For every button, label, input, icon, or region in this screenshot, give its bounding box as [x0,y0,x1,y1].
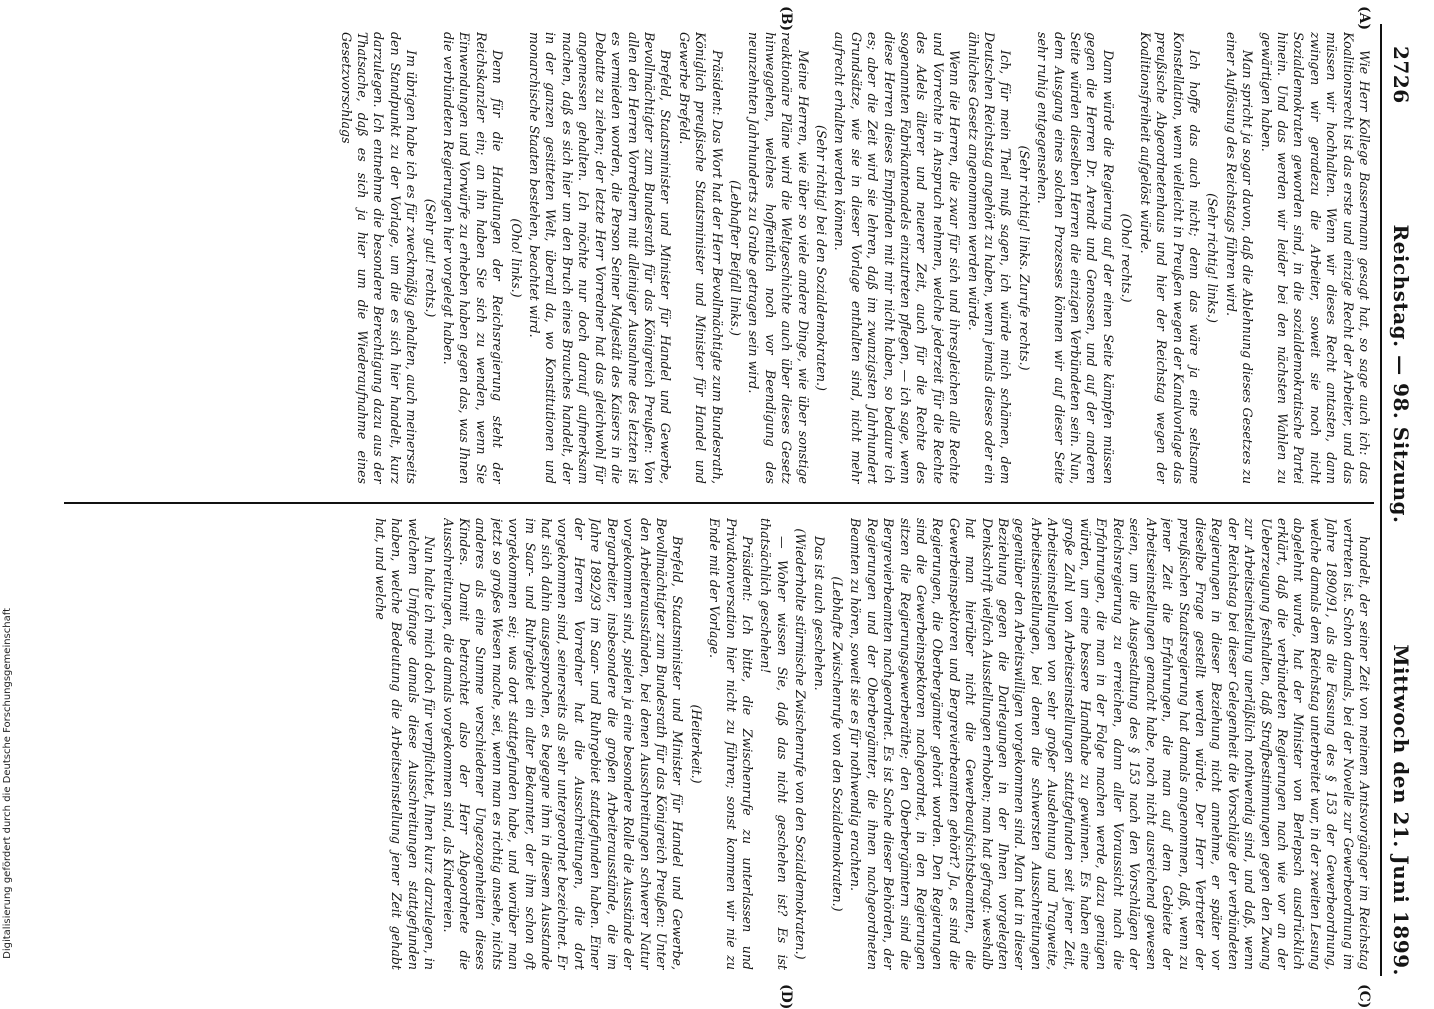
paragraph: Im übrigen habe ich es für zweckmäßig gehalten, auch meinerseits den Standpunkt zu der Vorlage, um die es sich hier handelt, kurz darzulegen. Ich entnehme die besondere Berechtigung dazu aus der Thatsache, daß es sich ja hier um die Wiederaufnahme eines Gesetzvorschlags [338,32,420,484]
page-title: Reichstag. — 98. Sitzung. [1389,224,1413,524]
column-divider [64,502,1374,504]
margin-marker-d: (D) [778,984,794,1009]
digitization-credit [0,0,20,1000]
page-header [1386,46,1416,976]
left-column [72,32,1372,484]
paragraph: Wie Herr Kollege Bassermann gesagt hat, so sage auch ich: das Koalitionsrecht ist das erste und einzige Recht der Arbeiter, und das müssen wir hochhalten. Wenn wir dieses Recht antasten, dann zwingen wir geradezu die Arbeiter, soweit sie noch nicht Sozialdemokraten geworden sind, in die sozialdemokratische Partei hinein. Und das werden wir leider bei den nächsten Wahlen zu gewärtigen haben. [1258,32,1372,484]
session-date: Mittwoch den 21. Juni 1899. [1389,644,1413,976]
page-number: 2726 [1389,46,1413,104]
paragraph: handelt, der seiner Zeit von meinem Amtsvorgänger im Reichstag vertreten ist. Schon damals, bei der Novelle zur Gewerbeordnung im Jahre 1890/91, als die Fassung des § 153 der Gewerbeordnung, welche damals dem Reichstag unterbreitet war, in der zweiten Lesung abgelehnt wurde, hat der Minister von Berlepsch ausdrücklich erklärt, daß die verbündeten Regierungen nach wie vor an der Ueberzeugung festhalten, daß Strafbestimmungen gegen den Zwang zur Arbeitseinstellung unerläßlich nothwendig sind, und daß, wenn der Reichstag bei dieser Gelegenheit die Vorschläge der verbündeten Regierungen in dieser Beziehung nicht annehme, er später vor dieselbe Frage gestellt werden würde. Der Herr Vertreter der preußischen Staatsregierung hat damals angenommen, daß, wenn zu jener Zeit die Erfahrungen, die man auf dem Gebiete der Arbeitseinstellungen gemacht habe, noch nicht ausreichend gewesen seien, um die Ausgestaltung des § 153 nach den Vorschlägen der Reichsregierung zu erreichen, dann aller Voraussicht nach die Erfahrungen, die man in der Folge machen werde, dazu genügen würden, um eine bessere Handhabe zu gewinnen. Es haben eine große Zahl von Arbeitseinstellungen stattgefunden seit jener Zeit, Arbeitseinstellungen von sehr großer Ausdehnung und Tragweite, Arbeitseinstellungen, bei denen die schwersten Ausschreitungen gegenüber den Arbeitswilligen vorgekommen sind. Man hat in dieser Beziehung gegen die Darlegungen in der Ihnen vorgelegten Denkschrift vielfach Ausstellungen erhoben; man hat gefragt: weshalb hat man hierüber nicht die Gewerbeaufsichtsbeamten, die Gewerbeinspektoren und Bergrevierbeamten gehört? Ja, es sind die Regierungen, die Oberbergämter gehört worden. Den Regierungen sind die Gewerbeinspektoren nachgeordnet, in den Regierungen sitzen die Regierungsgewerberäthe; den Oberbergämtern sind die Bergrevierbeamten nachgeordnet. Es ist Sache dieser Behörden, der Regierungen und der Oberbergämter, die ihnen nachgeordneten Beamten zu hören, soweit sie es für nothwendig erachten. [848,518,1372,970]
newspaper-page [50,0,1434,1009]
header-rule [1380,24,1382,976]
paragraph: — Woher wissen Sie, daß das nicht geschehen ist? Es ist thatsächlich geschehen! [758,518,790,970]
paragraph: Brefeld, Staatsminister und Minister für Handel und Gewerbe, Bevollmächtigter zum Bundesrath für das Königreich Preußen: Unter den Arbeiterausständen, bei denen Ausschreitungen schwerer Natur vorgekommen sind, spielen ja eine besondere Rolle die Ausstände der Bergarbeiter, insbesondere die großen Arbeiterausstände, die im Jahre 1892/93 im Saar- und Ruhrgebiet stattgefunden haben. Einer der Herren Vorredner hat die Ausschreitungen, die dort vorgekommen sind, seinerseits als sehr untergeordnet bezeichnet. Er hat sich dahin ausgesprochen, es begegne ihm in diesem Ausstande im Saar- und Ruhrgebiet ein alter Bekannter, der ihm schon oft vorgekommen sei; was dort stattgefunden habe, und worüber man jetzt so großes Wesen mache, sei, wenn man es richtig ansehe, nichts anderes als eine Summe verschiedener Ungezogenheiten dieses Kindes. Damit betrachtet also der Herr Abgeordnete die Ausschreitungen, die damals vorgekommen sind, als Kindereien. [440,518,686,970]
interjection: (Lebhafte Zwischenrufe von den Sozialdemokraten.) [830,576,845,912]
paragraph: Präsident: Das Wort hat der Herr Bevollmächtigte zum Bundesrath, Königlich preußische Staatsminister und Minister für Handel und Gewerbe Brefeld. [676,32,725,484]
interjection: (Sehr gut! rechts.) [422,198,438,318]
paragraph: Meine Herren, wie über so viele andere Dinge, wie über sonstige reaktionäre Pläne wird die Weltgeschichte auch über dieses Gesetz hinweggehen, welches hoffentlich noch vor Beendigung des neunzehnten Jahrhunderts zu Grabe getragen sein wird. [746,32,811,484]
paragraph: Brefeld, Staatsminister und Minister für Handel und Gewerbe, Bevollmächtigter zum Bundesrath für das Königreich Preußen: Von allen den Herren Vorrednern mit alleiniger Ausnahme des letzten ist es vermieden worden, die Person Seiner Majestät des Kaisers in die Debatte zu ziehen; der letzte Herr Vorredner hat das gleichwohl für angemessen gehalten. Ich möchte nur doch darauf aufmerksam machen, daß es sich hier um den Bruch eines Brauches handelt, der in der ganzen gesitteten Welt, überall da, wo Konstitutionen und monarchische Staaten bestehen, beachtet wird. [527,32,674,484]
margin-marker-b: (B) [778,6,794,32]
interjection: (Heiterkeit.) [688,704,704,784]
digitization-credit-text: Digitalisierung gefördert durch die Deutsche Forschungsgemeinschaft [2,608,13,959]
interjection: (Oho! rechts.) [1119,213,1135,303]
interjection: (Sehr richtig! bei den Sozialdemokraten.) [814,125,829,391]
interjection: (Sehr richtig! links.) [1205,193,1221,323]
paragraph: Nun halte ich mich doch für verpflichtet, Ihnen kurz darzulegen, in welchem Umfange damals diese Ausschreitungen stattgefunden haben, welche Bedeutung die Arbeitseinstellung jener Zeit gehabt hat, und welche [373,518,438,970]
paragraph: Dann würde die Regierung auf der einen Seite kämpfen müssen gegen die Herren Dr. Arendt und Genossen, und auf der anderen Seite würden dieselben Herren die einzigen Verbündeten sein. Nun, dem Ausgang eines solchen Prozesses können wir auf dieser Seite sehr ruhig entgegensehen. [1035,32,1116,484]
paragraph: Wenn die Herren, die zwar für sich und ihresgleichen alle Rechte und Vorrechte in Anspruch nehmen, welche jederzeit für die Rechte des Adels älterer und neuerer Zeit, auch für die Rechte des sogenannten Fabrikantenadels einzutreten pflegen, — ich sage, wenn diese Herren dieses Empfinden mit mir nicht haben, so bedaure ich es; aber die Zeit wird sie lehren, daß im zwanzigsten Jahrhundert Grundsätze, wie sie in dieser Vorlage enthalten sind, nicht mehr aufrecht erhalten werden können. [832,32,963,484]
paragraph: Ich, für mein Theil muß sagen, ich würde mich schämen, dem Deutschen Reichstag angehört zu haben, wenn jemals dieses oder ein ähnliches Gesetz angenommen werden würde. [965,32,1014,484]
interjection: (Wiederholte stürmische Zwischenrufe von den Sozialdemokraten.) [793,528,809,960]
paragraph: Das ist auch geschehen. [811,536,827,691]
paragraph: Ich hoffe das auch nicht; denn das wäre ja eine seltsame Konstellation, wenn vielleicht in Preußen wegen der Kanalvorlage das preußische Abgeordnetenhaus und hier der Reichstag wegen der Koalitionsfreiheit aufgelöst würde. [1137,32,1202,484]
paragraph: Man spricht ja sogar davon, daß die Ablehnung dieses Gesetzes zu einer Auflösung des Reichstags führen wird. [1223,32,1256,484]
paragraph: Denn für die Handlungen der Reichsregierung steht der Reichskanzler ein; an ihn haben Sie sich zu wenden, wenn Sie Einwendungen und Vorwürfe zu erheben haben gegen das, was Ihnen die verbündeten Regierungen hier vorgelegt haben. [441,32,506,484]
interjection: (Lebhafter Beifall links.) [727,180,743,336]
paragraph: Präsident: Ich bitte, die Zwischenrufe zu unterlassen und Privatkonversation hier nicht zu führen; sonst kommen wir nie zu Ende mit der Vorlage. [707,518,755,970]
margin-marker-a: (A) [1356,6,1372,31]
interjection: (Sehr richtig! links. Zurufe rechts.) [1016,145,1032,371]
interjection: (Oho! links.) [508,218,524,298]
right-column [72,518,1372,970]
margin-marker-c: (C) [1356,984,1372,1009]
